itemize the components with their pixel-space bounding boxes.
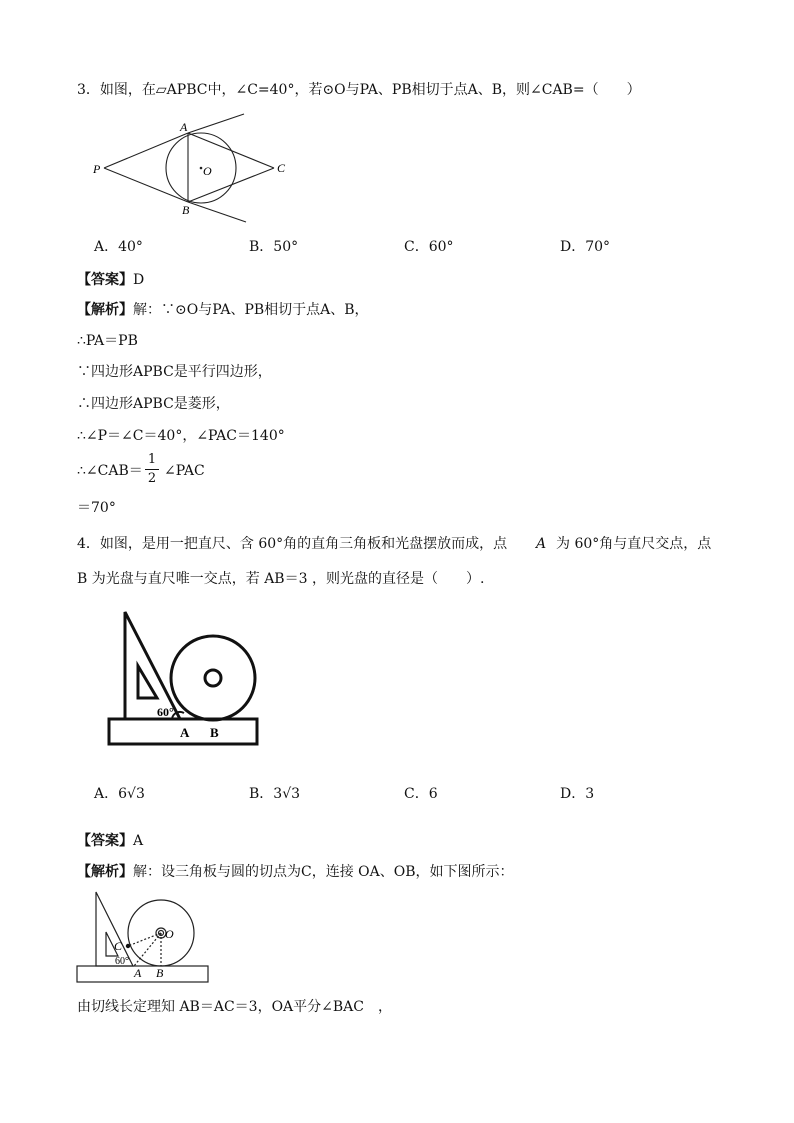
q3-stem: 3．如图，在▱APBC中，∠C=40°，若⊙O与PA、PB相切于点A、B，则∠CAB=（ ） bbox=[77, 82, 641, 98]
q4-answer-value: A bbox=[133, 833, 144, 849]
q3-tangent-a bbox=[188, 114, 244, 133]
q3-answer-value: D bbox=[133, 272, 145, 288]
q3-option-a: A．40° bbox=[94, 239, 143, 255]
q4-stem-point: A bbox=[536, 536, 547, 552]
q4b-label-c: C bbox=[114, 939, 123, 953]
q3-analysis-4: ∴四边形APBC是菱形， bbox=[77, 396, 230, 412]
q3-frac-den: 2 bbox=[147, 471, 157, 486]
q3-tangent-b bbox=[188, 202, 246, 222]
q4-triangle bbox=[125, 612, 180, 719]
q4b-ruler bbox=[77, 966, 208, 982]
q4-ruler bbox=[109, 719, 257, 744]
q3-analysis-3: ∵四边形APBC是平行四边形， bbox=[77, 364, 272, 380]
q4b-label-angle: 60° bbox=[115, 956, 129, 967]
q3-option-b: B．50° bbox=[249, 239, 299, 255]
q3-frac-prefix: ∴∠CAB＝ bbox=[77, 463, 143, 479]
q3-line-pb bbox=[104, 168, 188, 202]
q4-answer-tag: 【答案】 bbox=[77, 833, 133, 849]
q3-circle bbox=[166, 133, 236, 203]
q4b-oa bbox=[134, 933, 161, 966]
q3-analysis-5: ∴∠P＝∠C＝40°，∠PAC＝140° bbox=[77, 428, 285, 444]
q3-line-ac bbox=[188, 133, 274, 168]
q4-label-b: B bbox=[210, 725, 219, 740]
q4-disc bbox=[171, 636, 255, 720]
q4b-disc-hole bbox=[156, 928, 166, 938]
q4-option-b: B．3√3 bbox=[249, 786, 301, 802]
q3-label-a: A bbox=[180, 120, 188, 134]
q4-option-d: D．3 bbox=[560, 786, 595, 802]
q4b-label-b: B bbox=[156, 966, 164, 980]
q3-line-pa bbox=[104, 133, 188, 168]
q4-analysis-tag: 【解析】 bbox=[77, 864, 133, 880]
q3-analysis-1 bbox=[77, 300, 369, 320]
q3-label-o: O bbox=[203, 164, 212, 178]
q3-label-b: B bbox=[182, 203, 190, 217]
q3-result: ＝70° bbox=[77, 500, 116, 516]
q4-analysis-2: 由切线长定理知 AB＝AC＝3，OA平分∠BAC ， bbox=[77, 999, 393, 1015]
q4-option-c: C．6 bbox=[404, 786, 438, 802]
q4-analysis-1 bbox=[77, 862, 514, 882]
q4-answer bbox=[77, 831, 143, 851]
q3-analysis-line: 解：∵⊙O与PA、PB相切于点A、B， bbox=[133, 302, 369, 318]
q4-triangle-hole bbox=[138, 666, 157, 698]
q4-option-a: A．6√3 bbox=[94, 786, 145, 802]
q4b-triangle bbox=[96, 892, 133, 966]
q4-disc-hole bbox=[205, 670, 221, 686]
q3-frac-suffix: ∠PAC bbox=[164, 463, 205, 479]
q4-stem-line1b: 为 60°角与直尺交点，点 bbox=[556, 536, 712, 552]
q3-analysis-tag: 【解析】 bbox=[77, 302, 133, 318]
q3-option-d: D．70° bbox=[560, 239, 611, 255]
q4b-label-o: O bbox=[165, 927, 174, 941]
q3-option-c: C．60° bbox=[404, 239, 454, 255]
q4-analysis-line: 解：设三角板与圆的切点为C，连接 OA、OB，如下图所示： bbox=[133, 864, 514, 880]
q3-label-p: P bbox=[93, 162, 101, 176]
q4-label-a: A bbox=[180, 725, 190, 740]
q3-answer bbox=[77, 270, 144, 290]
q4-stem-line2: B 为光盘与直尺唯一交点，若 AB＝3 ，则光盘的直径是（ ）. bbox=[77, 571, 485, 587]
q3-label-c: C bbox=[277, 161, 286, 175]
q4b-oc bbox=[128, 933, 161, 946]
q3-line-bc bbox=[188, 168, 274, 202]
q3-frac-bar bbox=[145, 469, 159, 470]
q4-stem-line1: 4．如图，是用一把直尺、含 60°角的直角三角板和光盘摆放而成，点 bbox=[77, 536, 508, 552]
q4-label-angle: 60° bbox=[157, 705, 174, 719]
q3-frac-num: 1 bbox=[147, 452, 157, 467]
q3-analysis-2: ∴PA＝PB bbox=[77, 333, 138, 349]
q4b-triangle-hole bbox=[106, 932, 118, 956]
q4b-label-a: A bbox=[134, 966, 142, 980]
q3-answer-tag: 【答案】 bbox=[77, 272, 133, 288]
q4b-disc bbox=[128, 900, 194, 966]
